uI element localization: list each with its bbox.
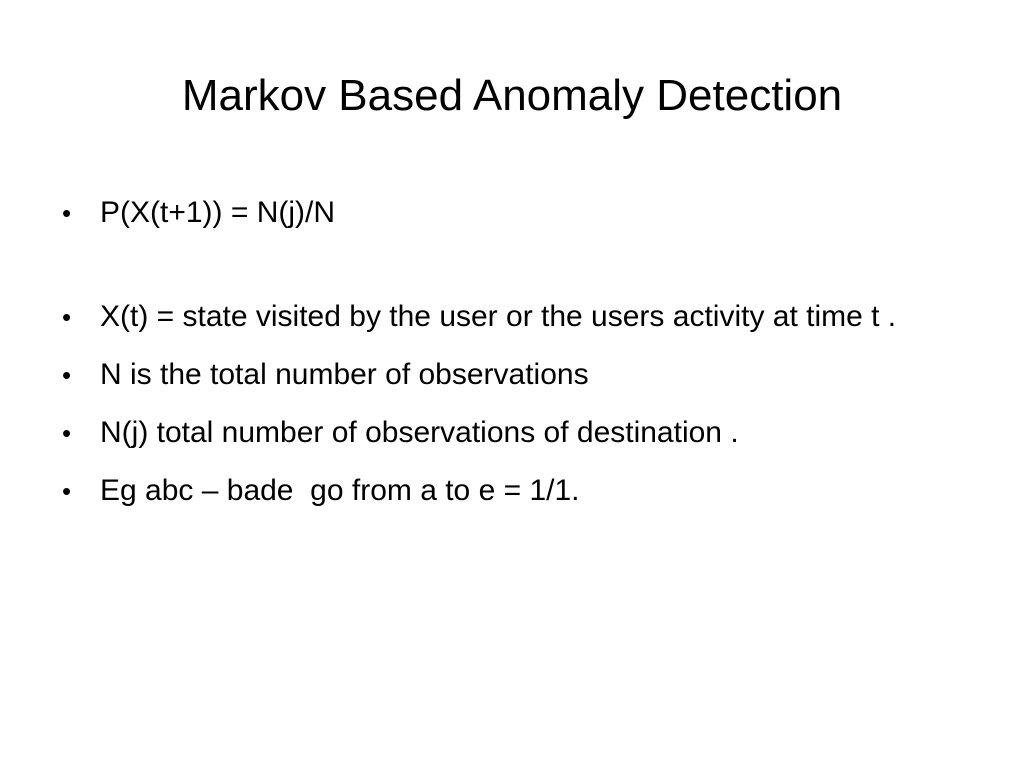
- bullet-text-total-observations: N is the total number of observations: [100, 358, 589, 391]
- bullet-text-example: Eg abc – bade go from a to e = 1/1.: [100, 474, 580, 507]
- bullet-text-probability-formula: P(X(t+1)) = N(j)/N: [100, 196, 336, 229]
- list-item: [62, 294, 962, 340]
- bullet-list: [62, 190, 962, 526]
- bullet-icon: •: [62, 476, 72, 506]
- bullet-icon: •: [62, 418, 72, 448]
- list-item: [62, 190, 962, 236]
- list-item: [62, 410, 962, 456]
- bullet-icon: •: [62, 198, 72, 228]
- slide-title: Markov Based Anomaly Detection: [181, 71, 843, 120]
- bullet-icon: •: [62, 360, 72, 390]
- bullet-text-destination-observations: N(j) total number of observations of destination .: [100, 416, 739, 449]
- list-item: [62, 468, 962, 514]
- list-item: [62, 352, 962, 398]
- bullet-text-state-definition: X(t) = state visited by the user or the users activity at time t .: [100, 300, 897, 333]
- bullet-icon: •: [62, 302, 72, 332]
